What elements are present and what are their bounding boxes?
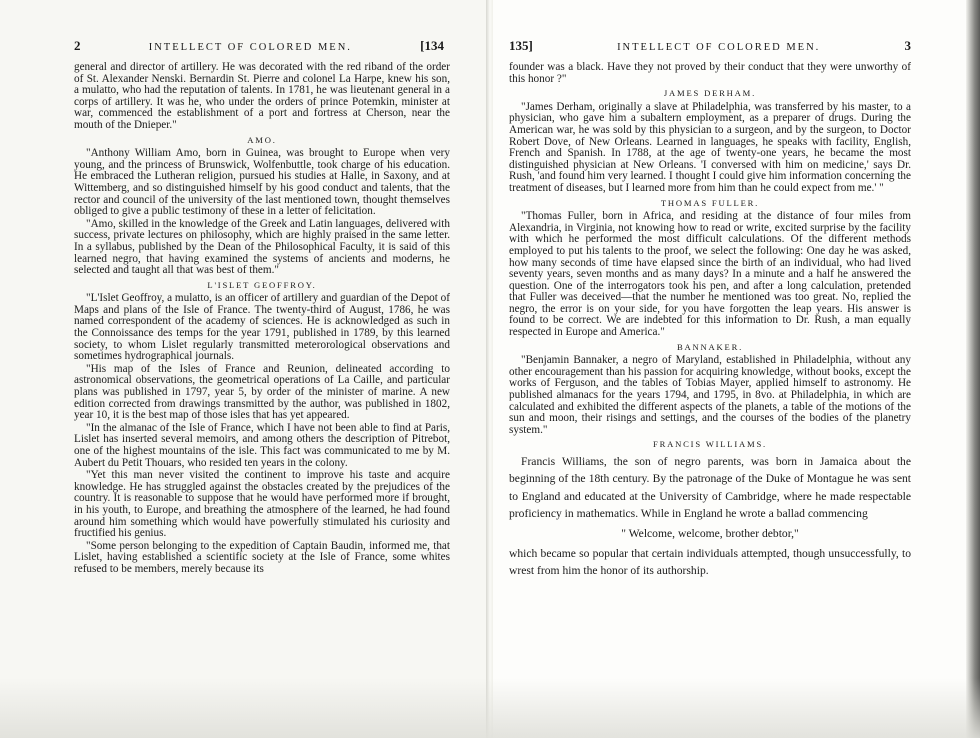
right-bracket-number: 135] [509, 38, 533, 53]
section-heading-banneker: BANNAKER. [676, 341, 744, 352]
left-page-body [74, 62, 450, 577]
right-running-head: INTELLECT OF COLORED MEN. [617, 42, 821, 53]
scan-bottom-shadow [0, 678, 980, 738]
paragraph: "Some person belonging to the expedition of Captain Baudin, informed me, that Lislet, having established a scientific society at the Isle of France, some whites refused to be members, merely because its [74, 539, 450, 575]
paragraph: "His map of the Isles of France and Reunion, delineated according to astronomical observations, the geometrical operations of La Caille, and particular plans was published in 1797, year 5, by order of the minister of marine. A new edition corrected from drawings transmitted by the author, was published in 1802, year 10, it is the best map of those isles that has yet appeared. [74, 362, 450, 422]
paragraph: "L'Islet Geoffroy, a mulatto, is an officer of artillery and guardian of the Depot of Maps and plans of the Isle of France. The twenty-third of August, 1786, he was named correspondent of the academy of sciences. He is acknowledged as such in the Connoissance des temps for the year 1791, published in 1789, by this learned society, to whom Lislet regularly transmitted meterorological observations and sometimes hydrographical journals. [74, 292, 450, 363]
left-running-head: INTELLECT OF COLORED MEN. [148, 42, 352, 53]
left-page-number: 2 [74, 38, 81, 53]
paragraph: "Benjamin Bannaker, a negro of Maryland, established in Philadelphia, without any other encouragement than his passion for acquiring knowledge, without books, except the works of Ferguson, and the tables of Tobias Mayer, applied himself to astronomy. He published almanacs for the years 1794, and 1795, in 8vo. at Philadelphia, in which are calculated and exhibited the different aspects of the planets, a table of the motions of the sun and moon, their risings and settings, and the courses of the bodies of the planetry system." [509, 354, 911, 436]
section-heading-derham: JAMES DERHAM. [663, 88, 757, 99]
paragraph: "Amo, skilled in the knowledge of the Greek and Latin languages, delivered with success, private lectures on philosophy, which are highly praised in the same letter. In a syllabus, published by the Dean of the Philosophical Faculty, it is said of this learned negro, that having examined the systems of ancients and moderns, he selected and taught all that was best of them." [74, 217, 450, 277]
right-page [493, 0, 980, 738]
section-heading-amo: AMO. [247, 134, 277, 145]
left-page [0, 0, 488, 738]
section-heading-geoffroy: L'ISLET GEOFFROY. [207, 279, 317, 290]
left-page-header [74, 38, 444, 54]
section-heading-williams: FRANCIS WILLIAMS. [653, 439, 767, 450]
section-heading-fuller: THOMAS FULLER. [660, 197, 760, 208]
paragraph: "Thomas Fuller, born in Africa, and residing at the distance of four miles from Alexandria, in Virginia, not knowing how to read or write, excited surprise by the facility with which he performed the most difficult calculations. Of the different methods employed to put his talents to the proof, we select the following: One day he was asked, how many seconds of time have elapsed since the birth of an individual, who had lived seventy years, seven months and as many days? In a minute and a half he answered the question. One of the interrogators took his pen, and after a long calculation, pretended that Fuller was deceived—that the number he mentioned was too great. No, replied the negro, the error is on your side, for you have forgotten the leap years. His answer is found to be correct. We are indebted for this information to Dr. Rush, a man equally respected in Europe and America." [509, 210, 911, 339]
right-page-header [509, 38, 911, 54]
paragraph: "James Derham, originally a slave at Philadelphia, was transferred by his master, to a physician, who gave him a subaltern employment, as a preparer of drugs. During the American war, he was sold by this physician to a surgeon, and by the surgeon, to Doctor Robert Dove, of New Orleans. Learned in languages, he speaks with facility, English, French and Spanish. In 1788, at the age of twenty-one years, he became the most distinguished physician at New Orleans. 'I conversed with him on medicine,' says Dr. Rush, 'and found him very learned. I thought I could give him information concerning the treatment of diseases, but I learned more from him than he could expect from me.' " [509, 100, 911, 194]
paragraph: Francis Williams, the son of negro parents, was born in Jamaica about the beginning of the 18th century. By the patronage of the Duke of Montague he was sent to England and educated at the University of Cambridge, where he made respectable proficiency in mathematics. While in England he wrote a ballad commencing [509, 455, 911, 521]
right-page-body [509, 62, 911, 581]
paragraph: "Yet this man never visited the continent to improve his taste and acquire knowledge. He has struggled against the obstacles created by the prejudices of the country. It is reasonable to suppose that he would have performed more if brought, in his youth, to Europe, and breathing the atmosphere of the learned, he had found around him something which would have powerfully stimulated his curiosity and fructified his genius. [74, 469, 450, 540]
ballad-verse: " Welcome, welcome, brother debtor," [621, 526, 799, 540]
paragraph: general and director of artillery. He was decorated with the red riband of the order of St. Alexander Nenski. Bernardin St. Pierre and colonel La Harpe, knew his son, a mulatto, who had the reputation of talents. In 1781, he was lieutenant general in a corps of artillery. It was he, who under the orders of prince Potemkin, minister at war, commenced the establishment of a port and fortress at Cherson, near the mouth of the Dnieper." [74, 61, 450, 131]
right-page-number: 3 [904, 38, 911, 53]
paragraph: "Anthony William Amo, born in Guinea, was brought to Europe when very young, and the princess of Brunswick, Wolfenbuttle, took charge of his education. He embraced the Lutheran religion, pursued his studies at Halle, in Saxony, and at Wittemberg, and so distinguished himself by his good conduct and talents, that the rector and council of the university of the last mentioned town, thought themselves obliged to give a public testimony of these in a letter of felicitation. [74, 147, 450, 218]
williams-section [509, 453, 911, 580]
page-edge-shadow [966, 0, 980, 738]
paragraph: which became so popular that certain individuals attempted, though unsuccessfully, to wrest from him the honor of its authorship. [509, 547, 911, 578]
paragraph: "In the almanac of the Isle of France, which I have not been able to find at Paris, Lislet has inserted several memoirs, and among others the description of Pitrebot, one of the highest mountains of the isle. This fact was communicated to me by M. Aubert du Petit Thouars, who resided ten years in the colony. [74, 421, 450, 469]
paragraph: founder was a black. Have they not proved by their conduct that they were unworthy of this honor ?" [509, 61, 911, 85]
left-bracket-number: [134 [420, 38, 444, 53]
